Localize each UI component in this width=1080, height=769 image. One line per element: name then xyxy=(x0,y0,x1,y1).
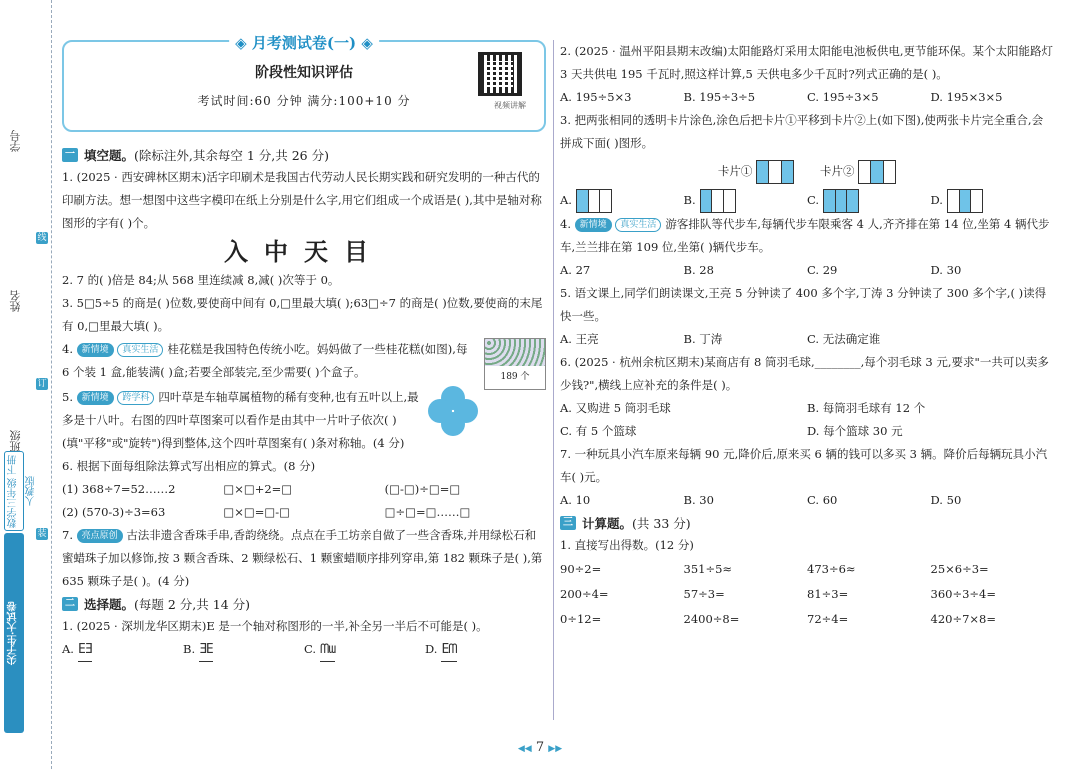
choice-question-1: 1. (2025 · 深圳龙华区期末)E 是一个轴对称图形的一半,补全另一半后不可能是( )。 xyxy=(62,619,488,633)
option-a[interactable]: A. 195÷5×3 xyxy=(560,90,632,104)
tag-new-context: 新情境 xyxy=(77,391,114,405)
osmanthus-cake-image xyxy=(484,338,546,390)
right-column xyxy=(560,40,1054,632)
division-1: (1) 368÷7=52……2 xyxy=(62,482,176,496)
choice-question-2: 2. (2025 · 温州平阳县期末改编)太阳能路灯采用太阳能电池板供电,更节能环保。某个太阳能路灯 3 天共供电 195 千瓦时,照这样计算,5 天供电多少千瓦时?列式正确的是( )。 xyxy=(560,44,1053,81)
grid-b-icon xyxy=(700,189,736,213)
option-a[interactable]: A. 王亮 xyxy=(560,332,599,346)
option-letter: C. xyxy=(304,642,317,656)
question-3: 3. 5□5÷5 的商是( )位数,要使商中间有 0,□里最大填( );63□÷7 的商是( )位数,要使商的末尾有 0,□里最大填( )。 xyxy=(62,296,543,333)
choice-5-options xyxy=(560,328,1054,351)
option-letter: A. xyxy=(560,193,572,207)
question-5: 5. 新情境 跨学科 四叶草是车轴草属植物的稀有变种,也有五叶以上,最多是十八叶。右图的四叶草图案可以看作是由其中一片叶子依次( )(填"平移"或"旋转")得到整体,这个四叶草图案有( )条对称轴。(4 分) xyxy=(62,386,546,455)
choice-6-options-ab xyxy=(560,397,1054,420)
card-2-icon xyxy=(858,160,896,184)
question-4-text: 桂花糕是我国特色传统小吃。妈妈做了一些桂花糕(如图),每 6 个装 1 盒,能装满( )盒;若要全部装完,至少需要( )个盒子。 xyxy=(62,342,468,379)
calc-item: 360÷3÷4= xyxy=(930,587,996,601)
calc-item: 351÷5≈ xyxy=(683,562,733,576)
option-b[interactable]: B. 每筒羽毛球有 12 个 xyxy=(807,401,926,415)
binding-mark-ding: 订 xyxy=(37,379,47,389)
tag-new-context: 新情境 xyxy=(77,343,114,357)
grid-c-icon xyxy=(823,189,859,213)
question-6: 6. 根据下面每组除法算式写出相应的算式。(8 分) xyxy=(62,459,316,473)
option-b[interactable] xyxy=(684,189,808,213)
image-count-label: 189 个 xyxy=(485,366,545,389)
card-2-label: 卡片② xyxy=(820,164,855,178)
type-characters: 入中天目 xyxy=(224,238,384,266)
column-divider xyxy=(553,40,554,720)
option-letter: B. xyxy=(183,642,196,656)
choice-6-options-cd xyxy=(560,420,1054,443)
tag-real-life: 真实生活 xyxy=(615,218,661,232)
calc-item: 81÷3= xyxy=(807,587,849,601)
question-6-row-1 xyxy=(62,478,546,501)
calc-item: 473÷6≈ xyxy=(807,562,856,576)
tag-cross-discipline: 跨学科 xyxy=(117,391,154,405)
grade-band: 数学三年级 下册 人教版 xyxy=(4,451,24,531)
option-c[interactable] xyxy=(807,189,931,213)
option-c[interactable] xyxy=(304,638,425,662)
option-d[interactable]: D. 195×3×5 xyxy=(930,90,1003,104)
question-7-text: 古法非遗含香珠手串,香韵绕绕。点点在手工坊亲自做了一些含香珠,并用绿松石和蜜蜡珠子加以修饰,按 3 颗含香珠、2 颗绿松石、1 颗蜜蜡顺序排列穿串,第 182 颗珠子是( ),第 635 颗珠子是( )。(4 分) xyxy=(62,528,543,588)
question-7: 7. 亮点原创 古法非遗含香珠手串,香韵绕绕。点点在手工坊亲自做了一些含香珠,并用绿松石和蜜蜡珠子加以修饰,按 3 颗含香珠、2 颗绿松石、1 颗蜜蜡顺序排列穿串,第 182 颗珠子是( ),第 635 颗珠子是( )。(4 分) xyxy=(62,528,543,588)
option-letter: C. xyxy=(807,193,820,207)
glyph-b-icon: ƎE xyxy=(199,638,213,662)
student-id-label: 学号 xyxy=(9,130,22,152)
name-label: 姓名 xyxy=(9,290,22,312)
page-footer xyxy=(0,740,1080,755)
section-choice xyxy=(62,593,546,615)
division-2: (2) (570-3)÷3=63 xyxy=(62,505,166,519)
binding-mark-zhuang: 装 xyxy=(37,529,47,539)
calc-item: 2400÷8= xyxy=(683,612,740,626)
question-4: 189 个 4. 新情境 真实生活 桂花糕是我国特色传统小吃。妈妈做了一些桂花糕(如图),每 6 个装 1 盒,能装满( )盒;若要全部装完,至少需要( )个盒子。 xyxy=(62,338,546,384)
section-note: (共 33 分) xyxy=(632,516,691,531)
tag-original: 亮点原创 xyxy=(77,529,123,543)
section-number: 一 xyxy=(62,148,78,162)
exam-subtitle: 阶段性知识评估 xyxy=(255,65,353,81)
exam-title: ◈ 月考测试卷(一) ◈ xyxy=(229,32,379,53)
card-figure xyxy=(560,155,1054,189)
blank-formula-2b: □÷□=□……□ xyxy=(384,505,471,519)
section-title: 计算题。 xyxy=(582,516,633,531)
choice-question-7: 7. 一种玩具小汽车原来每辆 90 元,降价后,原来买 6 辆的钱可以多买 3 辆。降价后每辆玩具小汽车( )元。 xyxy=(560,447,1048,484)
option-d[interactable]: D. 每个篮球 30 元 xyxy=(807,424,903,438)
exam-info: 考试时间:60 分钟 满分:100+10 分 xyxy=(197,94,411,108)
calc-question-1: 1. 直接写出得数。(12 分) xyxy=(560,538,694,552)
calc-item: 420÷7×8= xyxy=(930,612,996,626)
class-label: 班级 xyxy=(9,430,22,452)
brand-band: 尖子生·大试卷 xyxy=(4,533,24,733)
choice-4-options xyxy=(560,259,1054,282)
choice-1-options xyxy=(62,638,546,662)
glyph-d-icon: Eᗰ xyxy=(441,638,456,662)
grid-d-icon xyxy=(947,189,983,213)
choice-question-6: 6. (2025 · 杭州余杭区期末)某商店有 8 筒羽毛球,________,每个羽毛球 3 元,要求"一共可以卖多少钱?",横线上应补充的条件是( )。 xyxy=(560,355,1049,392)
choice-7-options xyxy=(560,489,1054,512)
calc-item: 57÷3= xyxy=(683,587,725,601)
option-b[interactable]: B. 28 xyxy=(683,263,714,277)
card-1-icon xyxy=(756,160,794,184)
option-c[interactable]: C. 195÷3×5 xyxy=(807,90,879,104)
option-a[interactable]: A. 27 xyxy=(560,263,591,277)
question-5-text: 四叶草是车轴草属植物的稀有变种,也有五叶以上,最多是十八叶。右图的四叶草图案可以看作是由其中一片叶子依次( )(填"平移"或"旋转")得到整体,这个四叶草图案有( )条对称轴。(4 分) xyxy=(62,390,419,450)
option-d[interactable]: D. 30 xyxy=(930,263,962,277)
binding-mark-line: 线 xyxy=(37,233,47,243)
option-b[interactable]: B. 195÷3÷5 xyxy=(683,90,756,104)
question-2: 2. 7 的( )倍是 84;从 568 里连续减 8,减( )次等于 0。 xyxy=(62,273,340,287)
calc-item: 25×6÷3= xyxy=(930,562,989,576)
calc-item: 0÷12= xyxy=(560,612,602,626)
option-letter: D. xyxy=(930,193,943,207)
choice-2-options xyxy=(560,86,1054,109)
card-1-label: 卡片① xyxy=(717,164,753,178)
section-number: 二 xyxy=(62,597,78,611)
qr-code-icon[interactable] xyxy=(478,52,522,96)
option-a[interactable] xyxy=(62,638,183,662)
option-b[interactable]: B. 30 xyxy=(683,493,714,507)
choice-question-5: 5. 语文课上,同学们朗读课文,王亮 5 分钟读了 400 多个字,丁涛 3 分钟读了 300 多个字,( )读得快一些。 xyxy=(560,286,1047,323)
blank-formula-1b: (□-□)÷□=□ xyxy=(384,482,461,496)
choice-question-3: 3. 把两张相同的透明卡片涂色,涂色后把卡片①平移到卡片②上(如下图),使两张卡片完全重合,会拼成下面( )图形。 xyxy=(560,113,1044,150)
option-b[interactable] xyxy=(183,638,304,662)
section-title: 选择题。 xyxy=(84,597,135,612)
exam-header xyxy=(62,34,546,132)
option-c[interactable]: C. 29 xyxy=(807,263,838,277)
binding-margin xyxy=(0,0,52,769)
section-fill-blank xyxy=(62,144,546,166)
page-number: 7 xyxy=(535,740,545,755)
option-c[interactable]: C. 无法确定谁 xyxy=(807,332,881,346)
section-calculation xyxy=(560,512,1054,534)
qr-label: 视频讲解 xyxy=(494,101,526,110)
option-d[interactable] xyxy=(931,189,1055,213)
tag-real-life: 真实生活 xyxy=(117,343,163,357)
question-6-row-2 xyxy=(62,501,546,524)
question-1: 1. (2025 · 西安碑林区期末)活字印刷术是我国古代劳动人民长期实践和研究发明的一种古代的印刷方法。想一想图中这些字模印在纸上分别是什么字,用它们组成一个成语是( ),其中是轴对称图形的字有( )个。 xyxy=(62,170,542,230)
glyph-a-icon: EƎ xyxy=(78,638,92,662)
option-c[interactable]: C. 60 xyxy=(807,493,838,507)
option-d[interactable]: D. 50 xyxy=(930,493,962,507)
left-column xyxy=(62,34,546,662)
option-d[interactable] xyxy=(425,638,546,662)
option-letter: B. xyxy=(683,193,696,207)
section-number: 三 xyxy=(560,516,576,530)
blank-formula-1a: □×□+2=□ xyxy=(223,482,293,496)
option-letter: A. xyxy=(62,642,74,656)
section-title: 填空题。 xyxy=(84,148,135,163)
choice-3-options xyxy=(560,189,1054,213)
grid-a-icon xyxy=(576,189,612,213)
option-a[interactable]: A. 又购进 5 筒羽毛球 xyxy=(560,401,671,415)
glyph-c-icon: ᗰɯ xyxy=(320,638,335,662)
question-text: 游客排队等代步车,每辆代步车限乘客 4 人,齐齐排在第 14 位,坐第 4 辆代步车,兰兰排在第 109 位,坐第( )辆代步车。 xyxy=(560,217,1050,254)
four-leaf-clover-image xyxy=(428,386,478,436)
oral-calc-grid xyxy=(560,557,1054,632)
calc-item: 90÷2= xyxy=(560,562,602,576)
choice-question-4: 4. 新情境 真实生活 游客排队等代步车,每辆代步车限乘客 4 人,齐齐排在第 14 位,坐第 4 辆代步车,兰兰排在第 109 位,坐第( )辆代步车。 xyxy=(560,217,1050,254)
calc-item: 200÷4= xyxy=(560,587,609,601)
option-a[interactable] xyxy=(560,189,684,213)
option-letter: D. xyxy=(425,642,438,656)
calc-item: 72÷4= xyxy=(807,612,849,626)
blank-formula-2a: □×□=□-□ xyxy=(223,505,290,519)
next-page-icon[interactable]: ▶▶ xyxy=(548,744,563,754)
tag-new-context: 新情境 xyxy=(575,218,612,232)
prev-page-icon[interactable]: ◀◀ xyxy=(517,744,532,754)
section-note: (每题 2 分,共 14 分) xyxy=(134,597,250,612)
option-c[interactable]: C. 有 5 个篮球 xyxy=(560,424,637,438)
section-note: (除标注外,其余每空 1 分,共 26 分) xyxy=(134,148,329,163)
option-a[interactable]: A. 10 xyxy=(560,493,591,507)
option-b[interactable]: B. 丁涛 xyxy=(683,332,723,346)
